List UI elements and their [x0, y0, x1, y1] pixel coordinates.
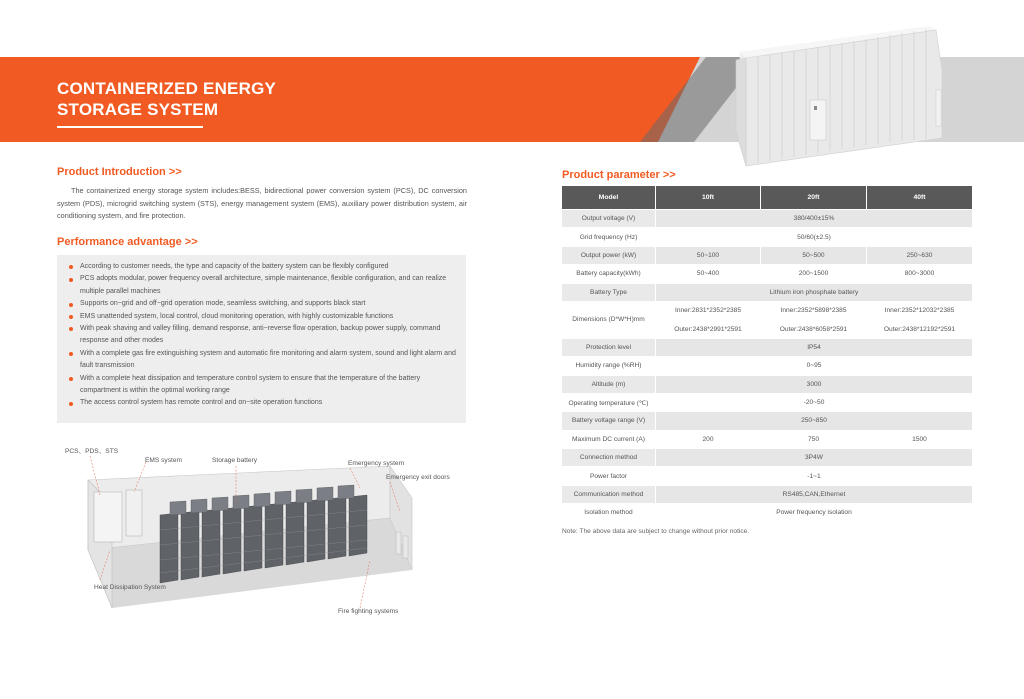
container-cutaway-image — [60, 440, 470, 620]
table-row: Maximum DC current (A) 200 750 1500 — [562, 430, 973, 448]
bullet-icon — [69, 303, 73, 307]
table-row: Output power (kW) 50~100 50~500 250~630 — [562, 246, 973, 264]
performance-heading: Performance advantage >> — [57, 236, 198, 248]
table-row: Output voltage (V) 380/400±15% — [562, 210, 973, 228]
bullet-icon — [69, 265, 73, 269]
table-row: Battery capacity(kWh) 50~400 200~1500 800~3000 — [562, 265, 973, 283]
table-row: Power factor -1~1 — [562, 467, 973, 485]
col-20ft: 20ft — [761, 186, 867, 210]
page-title — [57, 78, 357, 120]
performance-item: With a complete heat dissipation and temperature control system to ensure that the temperature of the battery compartment is within the optimal working range — [69, 373, 458, 398]
performance-item: With peak shaving and valley filling, demand response, anti−reverse flow operation, backup power supply, command response and other modes — [69, 323, 458, 348]
table-row: Battery Type Lithium iron phosphate battery — [562, 283, 973, 301]
table-row: Communication method RS485,CAN,Ethernet — [562, 485, 973, 503]
bullet-icon — [69, 377, 73, 381]
table-row: Protection level IP54 — [562, 338, 973, 356]
table-row: Outer:2438*2991*2591 Outer:2438*6058*2591 Outer:2438*12192*2591 — [562, 320, 973, 338]
label-heat-dissipation: Heat Dissipation System — [94, 584, 166, 591]
bullet-icon — [69, 278, 73, 282]
page-title-line2: STORAGE SYSTEM — [57, 100, 219, 119]
performance-item: PCS adopts modular, power frequency overall architecture, simple maintenance, flexible configuration, and can realize multiple parallel machines — [69, 273, 458, 298]
performance-item: With a complete gas fire extinguishing system and automatic fire monitoring and alarm system, sound and light alarm and fault transmission — [69, 348, 458, 373]
table-row: Altitude (m) 3000 — [562, 375, 973, 393]
performance-item: Supports on−grid and off−grid operation mode, seamless switching, and supports black start — [69, 298, 458, 310]
table-row: Connection method 3P4W — [562, 449, 973, 467]
performance-list — [69, 261, 458, 410]
table-row: Humidity range (%RH) 0~95 — [562, 357, 973, 375]
performance-box — [57, 255, 466, 423]
label-storage-battery: Storage battery — [212, 457, 258, 464]
title-underline — [57, 126, 203, 128]
table-row: Dimensions (D*W*H)mm Inner:2831*2352*2385 Inner:2352*5898*2385 Inner:2352*12032*2385 — [562, 301, 973, 319]
table-note: Note: The above data are subject to change without prior notice. — [562, 528, 750, 535]
label-emergency-system: Emergency system — [348, 460, 405, 467]
table-header-row — [562, 186, 973, 210]
container-product-image — [730, 20, 945, 168]
label-ems: EMS system — [145, 457, 183, 464]
col-40ft: 40ft — [867, 186, 973, 210]
label-emergency-exit: Emergency exit doors — [386, 474, 450, 481]
table-row: Isolation method Power frequency isolation — [562, 504, 973, 522]
col-10ft: 10ft — [656, 186, 761, 210]
bullet-icon — [69, 315, 73, 319]
intro-heading: Product Introduction >> — [57, 166, 182, 178]
params-heading: Product parameter >> — [562, 169, 676, 181]
parameter-table — [561, 185, 973, 523]
bullet-icon — [69, 402, 73, 406]
col-model: Model — [562, 186, 656, 210]
performance-item: According to customer needs, the type and capacity of the battery system can be flexibly configured — [69, 261, 458, 273]
performance-item: The access control system has remote control and on−site operation functions — [69, 397, 458, 409]
performance-item: EMS unattended system, local control, cloud monitoring operation, with highly customizable functions — [69, 311, 458, 323]
bullet-icon — [69, 327, 73, 331]
bullet-icon — [69, 352, 73, 356]
page-title-line1: CONTAINERIZED ENERGY — [57, 79, 277, 98]
table-row: Operating temperature (℃) -20~50 — [562, 393, 973, 411]
intro-text: The containerized energy storage system includes:BESS, bidirectional power conversion system (PCS), DC conversion system (PDS), microgrid switching system (STS), energy management system (EMS), auxiliary power distribution system, air conditioning system, and fire protection. — [57, 186, 467, 220]
structure-diagram — [60, 440, 470, 620]
label-fire-fighting: Fire fighting systems — [338, 608, 399, 615]
table-row: Battery voltage range (V) 250~850 — [562, 412, 973, 430]
label-pcs: PCS、PDS、STS — [65, 448, 119, 455]
table-row: Grid frequency (Hz) 50/60(±2.5) — [562, 228, 973, 246]
